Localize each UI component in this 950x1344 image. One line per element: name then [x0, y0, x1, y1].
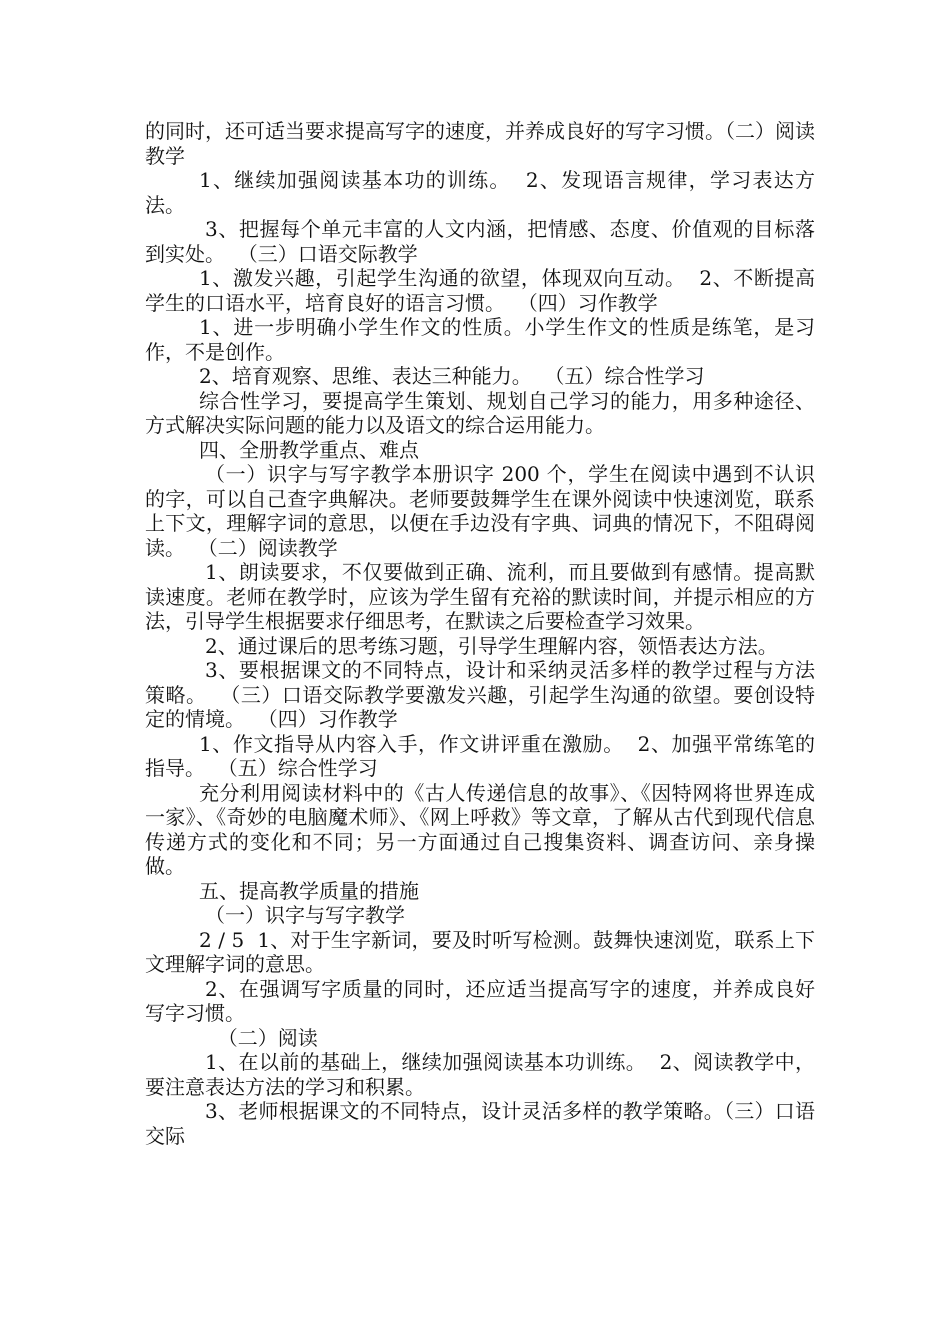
- paragraph: 2、培育观察、思维、表达三种能力。 （五）综合性学习: [199, 364, 705, 388]
- paragraph: 充分利用阅读材料中的《古人传递信息的故事》、《因特网将世界连成一家》、《奇妙的电脑魔术师》、《网上呼救》等文章，了解从古代到现代信息传递方式的变化和不同；另一方面通过自己搜集资料、调查访问、亲身操做。: [145, 780, 815, 878]
- paragraph: 1、作文指导从内容入手，作文讲评重在激励。 2、加强平常练笔的指导。 （五）综合性学习: [145, 731, 815, 780]
- paragraph: 四、全册教学重点、难点: [199, 437, 419, 462]
- paragraph: 五、提高教学质量的措施: [199, 878, 419, 903]
- paragraph: （二）阅读: [205, 1025, 318, 1050]
- paragraph: 综合性学习，要提高学生策划、规划自己学习的能力，用多种途径、方式解决实际问题的能力以及语文的综合运用能力。: [145, 388, 815, 437]
- paragraph: 1、进一步明确小学生作文的性质。小学生作文的性质是练笔，是习作，不是创作。: [145, 315, 815, 364]
- paragraph: 2、在强调写字质量的同时，还应适当提高写字的速度，并养成良好写字习惯。: [145, 976, 815, 1025]
- paragraph: 1、激发兴趣，引起学生沟通的欲望，体现双向互动。 2、不断提高学生的口语水平，培育良好的语言习惯。 （四）习作教学: [145, 266, 815, 315]
- paragraph: 3、要根据课文的不同特点，设计和采纳灵活多样的教学过程与方法策略。 （三）口语交际教学要激发兴趣，引起学生沟通的欲望。要创设特定的情境。 （四）习作教学: [145, 658, 815, 731]
- paragraph: 2、通过课后的思考练习题，引导学生理解内容，领悟表达方法。: [205, 633, 778, 658]
- paragraph: 1、在以前的基础上，继续加强阅读基本功训练。 2、阅读教学中，要注意表达方法的学习和积累。: [145, 1050, 815, 1099]
- paragraph: 3、老师根据课文的不同特点，设计灵活多样的教学策略。（三）口语交际: [145, 1099, 815, 1148]
- paragraph: 的同时，还可适当要求提高写字的速度，并养成良好的写字习惯。（二）阅读教学: [145, 119, 815, 168]
- document-body: [145, 119, 815, 1148]
- paragraph: （一）识字与写字教学: [205, 903, 405, 927]
- paragraph: 3、把握每个单元丰富的人文内涵，把情感、态度、价值观的目标落到实处。 （三）口语交际教学: [145, 217, 815, 266]
- paragraph: 2 / 5 1、对于生字新词，要及时听写检测。鼓舞快速浏览，联系上下文理解字词的意思。: [145, 927, 815, 976]
- paragraph: 1、继续加强阅读基本功的训练。 2、发现语言规律，学习表达方法。: [145, 168, 815, 217]
- paragraph: 1、朗读要求，不仅要做到正确、流利，而且要做到有感情。提高默读速度。老师在教学时，应该为学生留有充裕的默读时间，并提示相应的方法，引导学生根据要求仔细思考，在默读之后要检查学习效果。: [145, 560, 815, 633]
- paragraph: （一）识字与写字教学本册识字 200 个，学生在阅读中遇到不认识的字，可以自己查字典解决。老师要鼓舞学生在课外阅读中快速浏览，联系上下文，理解字词的意思，以便在手边没有字典、词典的情况下，不阻碍阅读。 （二）阅读教学: [145, 462, 815, 560]
